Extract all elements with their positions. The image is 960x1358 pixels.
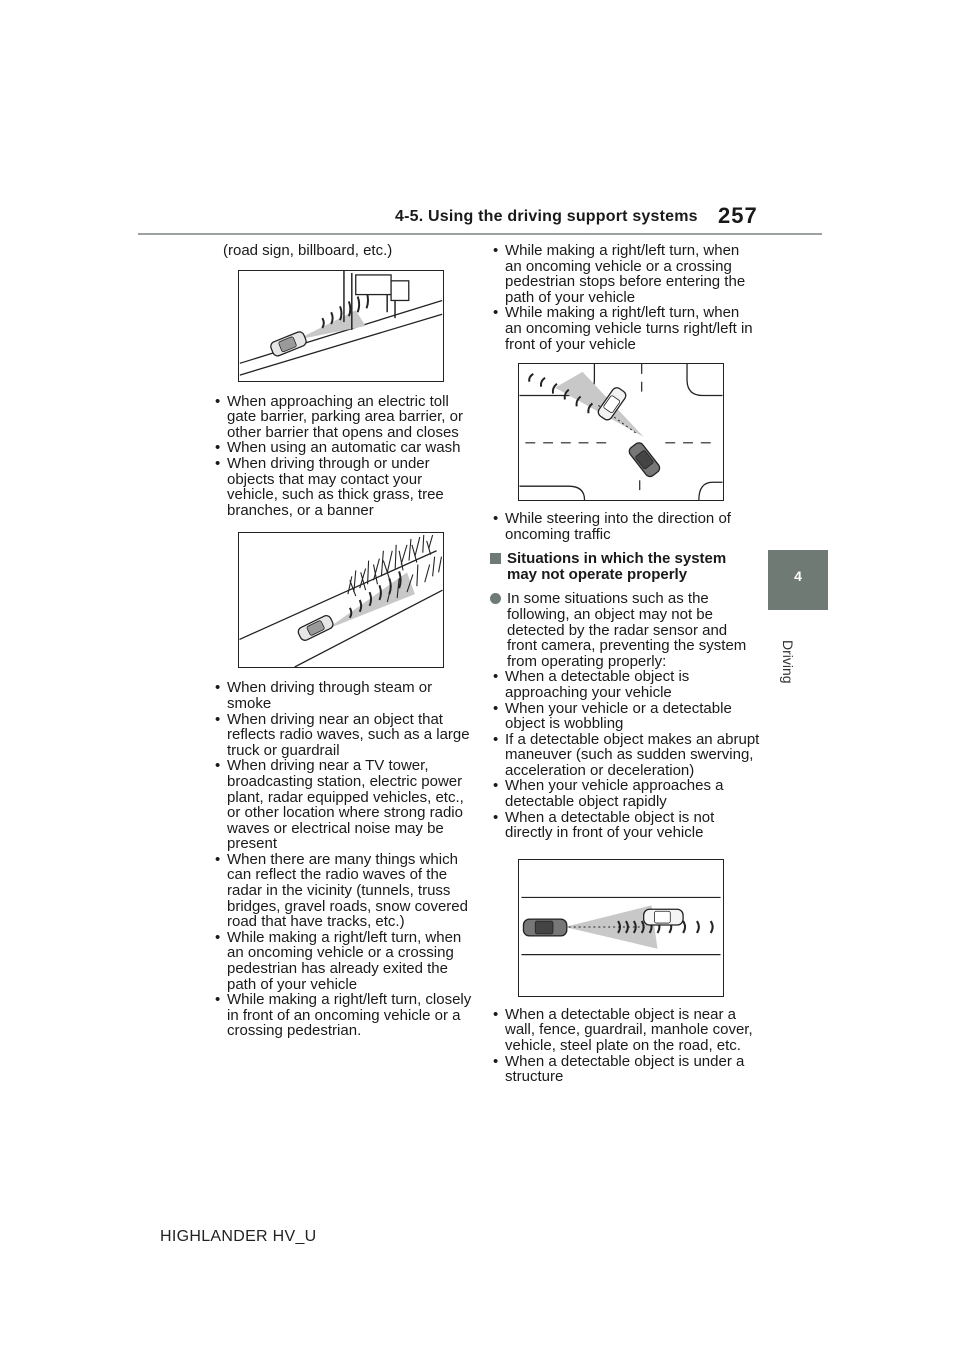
- chapter-tab-label: Driving: [780, 640, 796, 684]
- figure-road-sign-illustration: [238, 270, 444, 382]
- circle-marker-icon: [490, 593, 501, 604]
- bullet-list-left-b: [212, 680, 474, 1039]
- figure-offset-target-illustration: [518, 859, 724, 997]
- bullet-list-right-d: [490, 1007, 760, 1085]
- list-item: • When there are many things which can reflect the radio waves of the radar in the vicinity (tunnels, truss bridges, gravel roads, snow covered road that have tracks, etc.): [212, 852, 474, 930]
- list-item: • When a detectable object is approaching your vehicle: [490, 669, 760, 700]
- list-item: • While steering into the direction of oncoming traffic: [490, 511, 760, 542]
- bullet-list-right-b: [490, 511, 760, 542]
- list-item: • When driving through or under objects that may contact your vehicle, such as thick grass, tree branches, or a banner: [212, 456, 474, 518]
- list-item: • When driving near a TV tower, broadcasting station, electric power plant, radar equipped vehicles, etc., or other location where strong radio waves or electrical noise may be present: [212, 758, 474, 852]
- figure-grass-illustration: [238, 532, 444, 668]
- page-number: 257: [718, 203, 758, 228]
- list-item: • When approaching an electric toll gate barrier, parking area barrier, or other barrier that opens and closes: [212, 394, 474, 441]
- list-item: • While making a right/left turn, when an oncoming vehicle turns right/left in front of your vehicle: [490, 305, 760, 352]
- bullet-list-left-a: [212, 394, 474, 519]
- section-title: 4-5. Using the driving support systems: [395, 208, 698, 225]
- header-divider: [138, 233, 822, 235]
- list-item: • When driving near an object that reflects radio waves, such as a large truck or guardrail: [212, 712, 474, 759]
- vehicle-model-footer: HIGHLANDER HV_U: [160, 1228, 317, 1245]
- subsection-heading: [490, 551, 760, 583]
- list-item: • While making a right/left turn, when an oncoming vehicle or a crossing pedestrian has already exited the path of your vehicle: [212, 930, 474, 992]
- subsection-heading-text: Situations in which the system may not operate properly: [507, 550, 727, 584]
- right-column: [490, 243, 760, 1085]
- list-item: • If a detectable object makes an abrupt maneuver (such as sudden swerving, acceleration or deceleration): [490, 732, 760, 779]
- chapter-tab-number: 4: [794, 568, 802, 584]
- left-column: [212, 243, 474, 1039]
- bullet-list-right-a: [490, 243, 760, 352]
- list-item: • While making a right/left turn, when an oncoming vehicle or a crossing pedestrian stops before entering the path of your vehicle: [490, 243, 760, 305]
- list-item: • When driving through steam or smoke: [212, 680, 474, 711]
- list-item: • When a detectable object is under a structure: [490, 1054, 760, 1085]
- continuation-text: (road sign, billboard, etc.): [223, 242, 393, 259]
- list-item: • When your vehicle approaches a detectable object rapidly: [490, 778, 760, 809]
- list-item: • When a detectable object is not directly in front of your vehicle: [490, 810, 760, 841]
- intro-text: In some situations such as the following, an object may not be detected by the radar sensor and front camera, preventing the system from operating properly:: [507, 590, 747, 670]
- intro-paragraph: [490, 591, 760, 669]
- square-marker-icon: [490, 553, 501, 564]
- list-item: • While making a right/left turn, closely in front of an oncoming vehicle or a crossing pedestrian.: [212, 992, 474, 1039]
- bullet-list-right-c: [490, 669, 760, 841]
- list-item: • When a detectable object is near a wall, fence, guardrail, manhole cover, vehicle, steel plate on the road, etc.: [490, 1007, 760, 1054]
- list-item: • When your vehicle or a detectable object is wobbling: [490, 701, 760, 732]
- figure-intersection-illustration: [518, 363, 724, 501]
- list-item: • When using an automatic car wash: [212, 440, 474, 456]
